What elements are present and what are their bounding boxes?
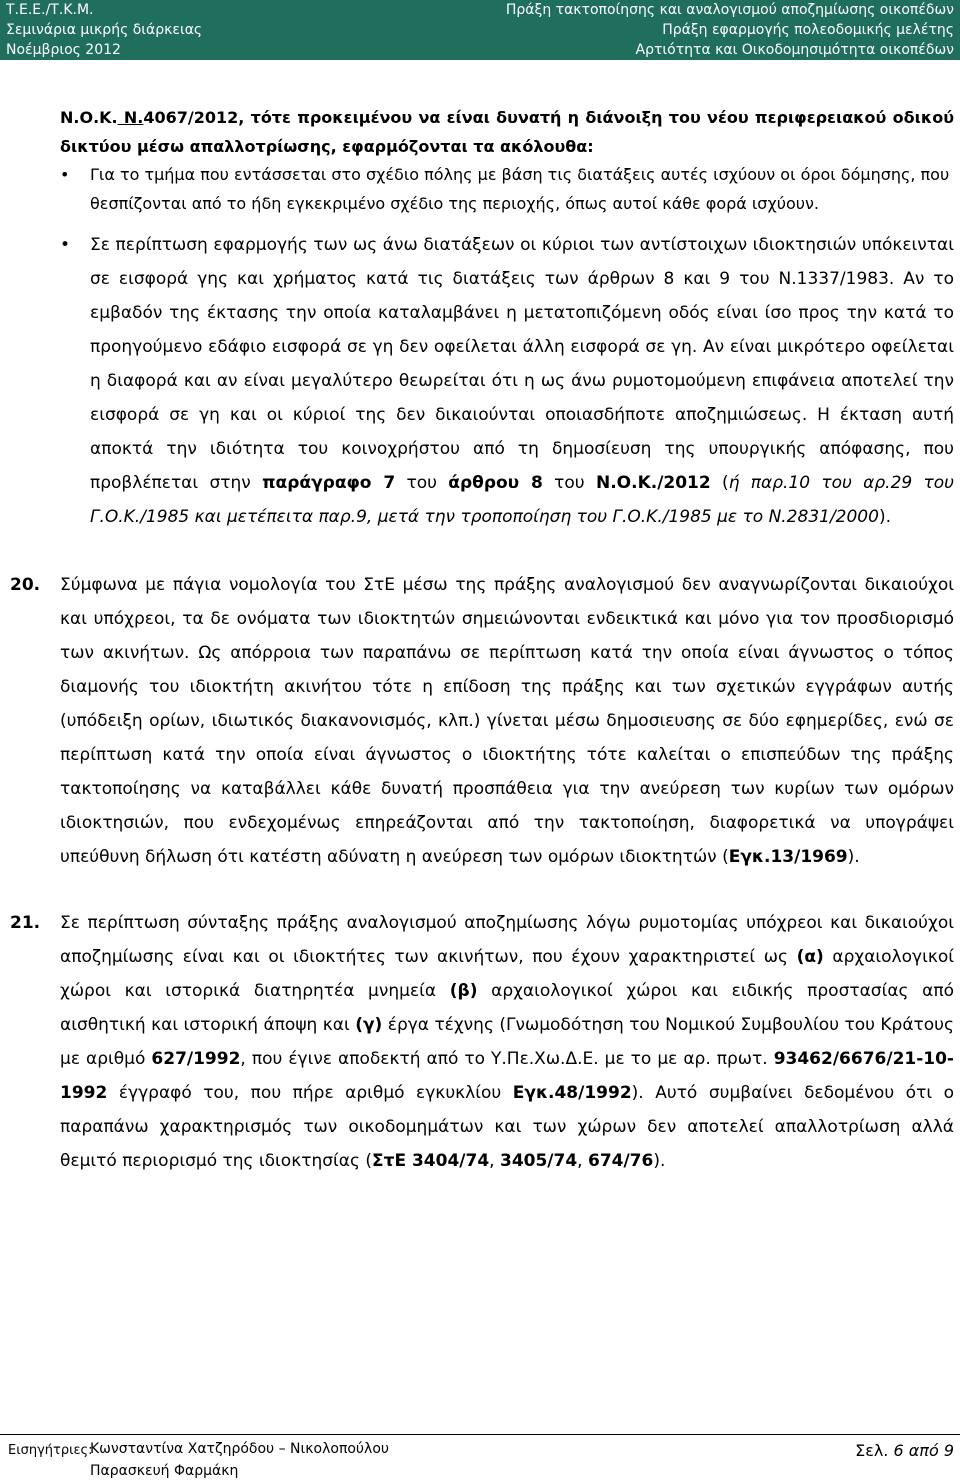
item-21-text: ). (653, 1151, 666, 1171)
intro-ref-bold: Ν.Ο.Κ. (60, 108, 118, 127)
numbered-item-21 (10, 906, 954, 1178)
item-21-text: ). Αυτό συμβαίνει δεδομένου ότι ο παραπάνω χαρακτηρισμός των οικοδομημάτων και των χώρων δεν αποτελεί απαλλοτρίωση αλλά θεμιτό περιορισμό της ιδιοκτησίας ( (60, 1083, 954, 1171)
bullet-text-2 (90, 228, 954, 534)
item-21-marker-c: (γ) (355, 1015, 383, 1035)
item-21-text: έγγραφό του, που πήρε αριθμό εγκυκλίου (107, 1083, 513, 1103)
item-21-court-ref-1: ΣτΕ 3404/74 (371, 1151, 490, 1171)
spacer (60, 218, 954, 228)
intro-paragraph (60, 104, 954, 161)
item-21-text: , (489, 1151, 500, 1171)
spacer (60, 874, 954, 906)
item-21-court-ref-2: 3405/74 (499, 1151, 578, 1171)
running-header (0, 0, 960, 60)
numbered-item-20 (10, 568, 954, 874)
item-20-text: ). (847, 847, 860, 867)
bullet-list (60, 161, 954, 218)
bullet-2-paragraph-ref: παράγραφο 7 (262, 473, 396, 493)
intro-ref-underlined: Ν. (117, 108, 144, 127)
spacer (60, 534, 954, 568)
header-left (6, 0, 202, 60)
header-org: Τ.Ε.Ε./Τ.Κ.Μ. (6, 2, 94, 18)
page-number (855, 1441, 954, 1460)
item-number-20: 20. (10, 575, 41, 595)
item-21-text: αρχαιολογικοί χώροι και ιστορικά διατηρητέα μνημεία (60, 947, 954, 1001)
header-topic-2: Πράξη εφαρμογής πολεοδομικής μελέτης (662, 22, 954, 38)
bullet-list-2 (60, 228, 954, 534)
bullet-dot-icon: • (60, 165, 70, 184)
item-21-court-ref-3: 674/76 (587, 1151, 654, 1171)
bullet-2-article-ref: άρθρου 8 (448, 473, 543, 493)
footer-author-2: Παρασκευή Φαρμάκη (90, 1463, 239, 1479)
item-21-text: , (577, 1151, 588, 1171)
bullet-2-text: ). (878, 507, 891, 527)
item-21-marker-b: (β) (449, 981, 478, 1001)
item-21-document-ref: 93462/6676/21-10-1992 (60, 1049, 954, 1103)
item-21-marker-a: (α) (796, 947, 824, 967)
item-20-text: Σύμφωνα με πάγια νομολογία του ΣτΕ μέσω της πράξης αναλογισμού δεν αναγνωρίζονται δικαιούχοι και υπόχρεοι, τα δε ονόματα των ιδιοκτητών σημειώνονται ενδεικτικά και μόνο για τον προσδιορισμό των ακινήτων. Ως απόρροια των παραπάνω σε περίπτωση κατά την οποία είναι άγνωστος ο τόπος διαμονής του ιδιοκτήτη ακινήτου τότε η επίδοση της πράξης και των σχετικών εγγράφων αυτής (υπόδειξη ορίων, ιδιωτικός διακανονισμός, κλπ.) γίνεται μέσω δημοσιευσης σε δύο εφημερίδες, ενώ σε περίπτωση κατά την οποία είναι άγνωστος ο ιδιοκτήτης τότε καλείται ο επισπεύδων της πράξης τακτοποίησης να καταβάλλει κάθε δυνατή προσπάθεια για την ανεύρεση των κυρίων των ομόρων ιδιοκτησιών, που ενδεχομένως επηρεάζονται από την τακτοποίηση, διαφορετικά να υπογράψει υπεύθυνη δήλωση ότι κατέστη αδύνατη η ανεύρεση των ομόρων ιδιοκτητών ( (60, 575, 954, 867)
item-21-text: , που έγινε αποδεκτή από το Υ.Πε.Χω.Δ.Ε. με το με αρ. πρωτ. (240, 1049, 774, 1069)
page-of: από (903, 1441, 944, 1460)
bullet-dot-icon: • (60, 235, 71, 255)
item-21-circular-ref: Εγκ.48/1992 (512, 1083, 632, 1103)
footer-authors-label: Εισηγήτριες: (8, 1443, 93, 1458)
bullet-item-2 (60, 228, 955, 534)
item-21-text: έργα τέχνης (Γνωμοδότηση του Νομικού Συμβουλίου του Κράτους με αριθμό (60, 1015, 954, 1069)
header-topic-3: Αρτιότητα και Οικοδομησιμότητα οικοπέδων (635, 42, 954, 58)
item-21-opinion-ref: 627/1992 (151, 1049, 241, 1069)
item-21-text: αρχαιολογικοί χώροι και ειδικής προστασίας από αισθητική και ιστορική άποψη και (60, 981, 954, 1035)
page-footer (0, 1434, 960, 1483)
page-total: 9 (943, 1441, 954, 1460)
document-body (10, 104, 955, 1178)
footer-author-1: Κωνσταντίνα Χατζηρόδου – Νικολοπούλου (90, 1441, 389, 1457)
intro-block (60, 104, 954, 218)
header-topic-1: Πράξη τακτοποίησης και αναλογισμού αποζημίωσης οικοπέδων (505, 2, 954, 18)
bullet-2-text: του (395, 473, 449, 493)
intro-ref-number: 4067/2012, τότε προκειμένου να είναι δυνατή η διάνοιξη του νέου περιφερειακού οδικού δικτύου μέσω απαλλοτρίωσης, εφαρμόζονται τα ακόλουθα: (60, 108, 954, 156)
item-number-21: 21. (10, 913, 41, 933)
page-current: 6 (893, 1441, 904, 1460)
bullet-2-text: ( (710, 473, 729, 493)
bullet-2-text: Σε περίπτωση εφαρμογής των ως άνω διατάξεων οι κύριοι των αντίστοιχων ιδιοκτησιών υπόκεινται σε εισφορά γης και χρήματος κατά τις διατάξεις των άρθρων 8 και 9 του Ν.1337/1983. Αν το εμβαδόν της έκτασης την οποία καταλαμβάνει η μετατοπιζόμενη οδός είναι ίσο προς την κατά το προηγούμενο εδάφιο εισφορά σε γη δεν οφείλεται άλλη εισφορά σε γη. Αν είναι μικρότερο οφείλεται η διαφορά και αν είναι μεγαλύτερο θεωρείται ότι η ως άνω ρυμοτομούμενη επιφάνεια αποτελεί την εισφορά σε γη και οι κύριοί της δεν δικαιούνται οποιασδήποτε αποζημιώσεως. Η έκταση αυτή αποκτά την ιδιότητα του κοινοχρήστου από τη δημοσίευση της υπουργικής απόφασης, που προβλέπεται στην (90, 235, 954, 493)
bullet-text-1: Για το τμήμα που εντάσσεται στο σχέδιο πόλης με βάση τις διατάξεις αυτές ισχύουν οι όροι δόμησης, που θεσπίζονται από το ήδη εγκεκριμένο σχέδιο της περιοχής, όπως αυτοί κάθε φορά ισχύουν. (90, 165, 950, 213)
item-21-text: Σε περίπτωση σύνταξης πράξης αναλογισμού αποζημίωσης λόγω ρυμοτομίας υπόχρεοι και δικαιούχοι αποζημίωσης είναι και οι ιδιοκτήτες των ακινήτων, που έχουν χαρακτηριστεί ως (60, 913, 954, 967)
item-20-circular-ref: Εγκ.13/1969 (728, 847, 848, 867)
bullet-2-text: του (542, 473, 596, 493)
bullet-2-italic-note: ή παρ.10 του αρ.29 του Γ.Ο.Κ./1985 και μετέπειτα παρ.9, μετά την τροποποίηση του Γ.Ο.Κ./1985 με το Ν.2831/2000 (90, 473, 955, 527)
bullet-item-1 (60, 161, 954, 218)
page-prefix: Σελ. (855, 1441, 894, 1460)
header-date: Νοέμβριος 2012 (6, 42, 121, 58)
header-series: Σεμινάρια μικρής διάρκειας (6, 22, 203, 38)
bullet-2-law-ref: Ν.Ο.Κ./2012 (595, 473, 711, 493)
header-right (506, 0, 954, 60)
